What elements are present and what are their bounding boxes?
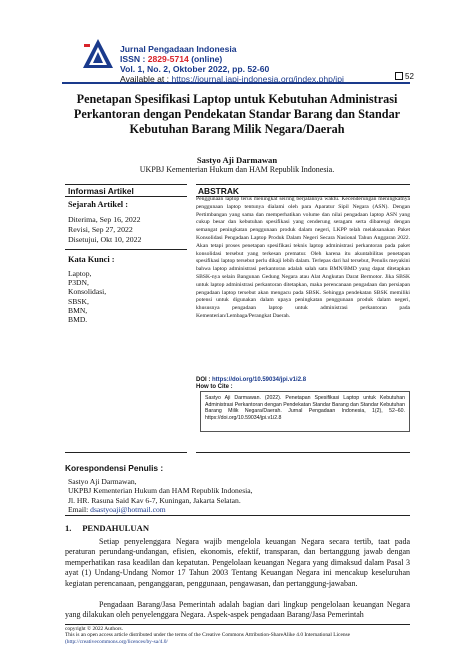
divider [65,515,410,516]
issn-label: ISSN : [120,54,148,64]
divider [65,249,187,250]
volume-info: Vol. 1, No. 2, Oktober 2022, pp. 52-60 [120,64,270,74]
keyword: Laptop, [68,269,92,278]
keyword: Konsolidasi, [68,287,107,297]
abstract-text: Penggunaan laptop terus meningkat seiring berjalannya waktu. Kecenderungan meningkatnya penggunaan laptop tentunya dialami oleh para Aparatur Sipil Negara (ASN). Dengan Pertimbangan yang sama dan memperhatikan volume dan nilai pengadaan laptop ASN yang cukup besar dan kebutuhan spesifikasi yang cenderung seragam serta dibarengi dengan semangat peningkatan penggunaan produk dalam negeri, LKPP telah melaksanakan Paket Konsolidasi Pengadaan Laptop Produk Dalam Negeri Secara Nasional Tahun Anggaran 2022. Akan tetapi proses penetapan spesifikasi teknis laptop administrasi perkantoran pada paket konsolidasi tersebut yang terkesan prematur. Oleh karena itu akuntabilitas penetapan spesifikasi laptop tersebut perlu dikaji lebih dalam. Terlepas dari hal tersebut, Penulis meyakini bahwa laptop administrasi perkantoran adalah salah satu BMN/BMD yang dapat ditetapkan SBSK-nya selain Bangunan Gedung Negara atau Alat Angkutan Darat Bermotor. Jika SBSK untuk laptop administrasi perkantoran ditetapkan, maka perencanaan pengadaan dan persiapan pengadaan laptop tersebut akan mengacu pada SBSK. Sehingga pendekatan SBSK memiliki potensi untuk digunakan dalam upaya peningkatan penggunaan produk dalam negeri, khususnya pengadaan laptop untuk administrasi perkantoran pada Kementerian/Lembaga/Perangkat Daerah. [196,196,410,319]
divider [196,452,410,453]
how-to-cite-label: How to Cite : [196,384,233,390]
corr-email-label: Email: [68,505,91,515]
date-revised: Revisi, Sep 27, 2022 [68,225,133,234]
history-heading: Sejarah Artikel : [68,200,129,209]
journal-header [120,44,344,84]
divider [65,184,187,185]
license-link[interactable]: (http://creativecommons.org/licences/by-sa/4.0/ [65,638,168,645]
footer-divider [65,624,410,625]
doi-line [196,377,306,383]
issn-suffix: (online) [188,54,223,64]
page-number: 52 [395,72,414,81]
footer [65,626,410,645]
corr-address: Jl. HR. Rasuna Said Kav 6-7, Kuningan, Jakarta Selatan. [68,495,241,505]
section-heading: 1. PENDAHULUAN [65,523,150,533]
article-info-heading: Informasi Artikel [68,186,134,196]
footer-copyright: copyright © 2022 Authors. [65,626,123,632]
corr-name: Sastyo Aji Darmawan, [68,477,137,486]
paragraph: Pengadaan Barang/Jasa Pemerintah adalah bagian dari lingkup pengelolaan keuangan Negara yang dilakukan oleh penyelenggara Negara. Aspek-aspek pengadaan Barang/Jasa Pemerintah [65,600,410,620]
author-affiliation: UKPBJ Kementerian Hukum dan HAM Republik Indonesia. [139,165,335,174]
keywords-list [68,269,106,324]
corr-email-link[interactable]: dsastyoaji@hotmail.com [90,505,166,515]
keyword: BMN, [68,305,88,315]
citation-text: Sastyo Aji Darmawan. (2022). Penetapan Spesifikasi Laptop untuk Kebutuhan Administrasi Perkantoran dengan Pendekatan Standar Barang dan Standar Kebutuhan Barang Milik Negara/Daerah. Jurnal Pengadaan Indonesia, 1(2), 52–60. https://doi.org/10.59034/jpi.v1i2.8 [205,395,405,422]
keyword: BMD. [68,315,88,325]
journal-name: Jurnal Pengadaan Indonesia [120,44,237,54]
correspondence-heading: Korespondensi Penulis : [65,463,164,473]
date-accepted: Disetujui, Okt 10, 2022 [68,235,142,244]
date-received: Diterima, Sep 16, 2022 [68,215,141,224]
doi-link[interactable]: https://doi.org/10.59034/jpi.v1i2.8 [212,377,307,383]
journal-logo [82,38,114,70]
page-icon [395,72,403,80]
available-at-label: Available at : [120,74,172,84]
divider [65,196,187,197]
issn-value: 2829-5714 [147,54,189,64]
corr-affiliation: UKPBJ Kementerian Hukum dan HAM Republik Indonesia, [68,486,253,496]
keywords-heading: Kata Kunci : [68,255,115,264]
abstract-heading: ABSTRAK [198,186,239,196]
header-divider [62,82,410,84]
divider [196,184,410,185]
citation-box [200,391,410,432]
keyword: P3DN, [68,278,89,288]
article-title: Penetapan Spesifikasi Laptop untuk Kebutuhan Administrasi Perkantoran dengan Pendekatan Standar Barang dan Standar Kebutuhan Barang Milik Negara/Daerah [73,92,401,136]
author-name: Sastyo Aji Darmawan [196,155,278,165]
doi-label: DOI : [196,377,212,383]
keyword: SBSK, [68,296,89,306]
paragraph: Setiap penyelenggara Negara wajib mengelola keuangan Negara secara tertib, taat pada peraturan perundang-undangan, efisien, ekonomis, efektif, transparan, dan bertanggung jawab dengan memperhatikan rasa keadilan dan kepatutan. Pengelolaan keuangan Negara yang dimaksud dalam Pasal 3 ayat (1) Undang-Undang Nomor 17 Tahun 2003 Tentang Keuangan Negara ini mencakup keseluruhan kegiatan perencanaan, penganggaran, penggunaan, pengawasan, dan pertanggung-jawaban. [65,537,410,588]
journal-url-link[interactable]: https://journal.iapi-indonesia.org/index.php/jpi [171,74,344,84]
divider [65,452,187,453]
footer-license: This is an open access article distributed under the terms of the Creative Commons Attribution-ShareAlike 4.0 International License [65,632,351,639]
correspondence-body [68,477,253,515]
